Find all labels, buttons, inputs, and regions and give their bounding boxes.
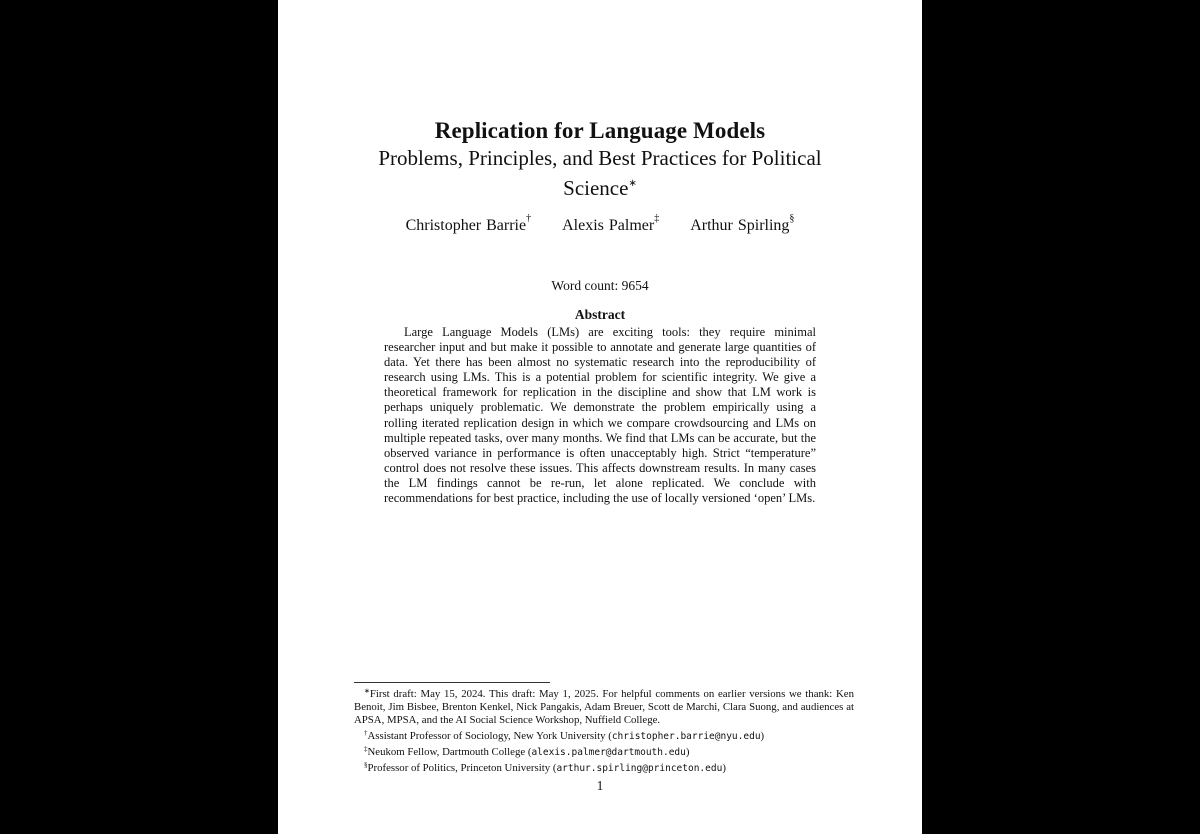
email-link[interactable]: arthur.spirling@princeton.edu (556, 763, 723, 774)
paper-title: Replication for Language Models (434, 118, 766, 143)
footnote-rule (354, 682, 550, 683)
author-footnote-mark: ‡ (654, 213, 660, 224)
author-footnote-mark: † (526, 213, 532, 224)
footnote-mark: ‡ (364, 745, 368, 753)
author-name: Arthur Spirling (690, 217, 790, 234)
footnote-text: Assistant Professor of Sociology, New York University ( (367, 730, 612, 742)
abstract-heading: Abstract (574, 307, 626, 322)
word-count: Word count: 9654 (551, 278, 649, 293)
subtitle-text: Problems, Principles, and Best Practices for Political Science (378, 146, 822, 200)
footnote (354, 685, 854, 727)
email-link[interactable]: christopher.barrie@nyu.edu (611, 731, 761, 742)
footnote-text: Professor of Politics, Princeton University ( (367, 762, 557, 774)
page-number: 1 (596, 778, 604, 793)
author-list (278, 213, 922, 235)
footnote-text: Neukom Fellow, Dartmouth College ( (367, 746, 532, 758)
paper-subtitle (348, 145, 852, 201)
footnote-text: First draft: May 15, 2024. This draft: May 1, 2025. For helpful comments on earlier versions we thank: Ken Benoit, Jim Bisbee, Brenton Kenkel, Nick Pangakis, Adam Breuer, Scott de Marchi, Clara Suong, and audiences at APSA, MPSA, and the AI Social Science Workshop, Nuffield College. (354, 688, 854, 726)
author-name: Christopher Barrie (405, 217, 527, 234)
author (562, 213, 660, 234)
author (690, 213, 795, 234)
subtitle-footnote-mark: ∗ (628, 178, 637, 189)
abstract-body: Large Language Models (LMs) are exciting tools: they require minimal researcher input and but make it possible to annotate and generate large quantities of data. Yet there has been almost no systematic research into the reproducibility of research using LMs. This is a potential problem for scientific integrity. We give a theoretical framework for replication in the discipline and show that LM work is perhaps uniquely problematic. We demonstrate the problem empirically using a rolling iterated replication design in which we compare crowdsourcing and LMs on multiple repeated tasks, over many months. We find that LMs can be accurate, but the observed variance in performance is often unacceptably high. Strict “temperature” control does not resolve these issues. This affects downstream results. In many cases the LM findings cannot be re-run, let alone replicated. We conclude with recommendations for best practice, including the use of locally versioned ‘open’ LMs. (384, 325, 816, 506)
footnotes (354, 685, 854, 775)
email-link[interactable]: alexis.palmer@dartmouth.edu (531, 747, 686, 758)
footnote-mark: ∗ (364, 687, 370, 695)
footnote-close: ) (722, 762, 726, 774)
author-name: Alexis Palmer (562, 217, 655, 234)
footnote-mark: § (364, 761, 368, 769)
footnote-close: ) (760, 730, 765, 742)
footnote-close: ) (685, 746, 690, 758)
footnote-mark: † (364, 729, 368, 737)
author (405, 213, 532, 234)
pdf-page (278, 0, 922, 834)
footnote (354, 727, 854, 743)
footnote (354, 759, 854, 775)
footnote (354, 743, 854, 759)
author-footnote-mark: § (789, 213, 795, 224)
